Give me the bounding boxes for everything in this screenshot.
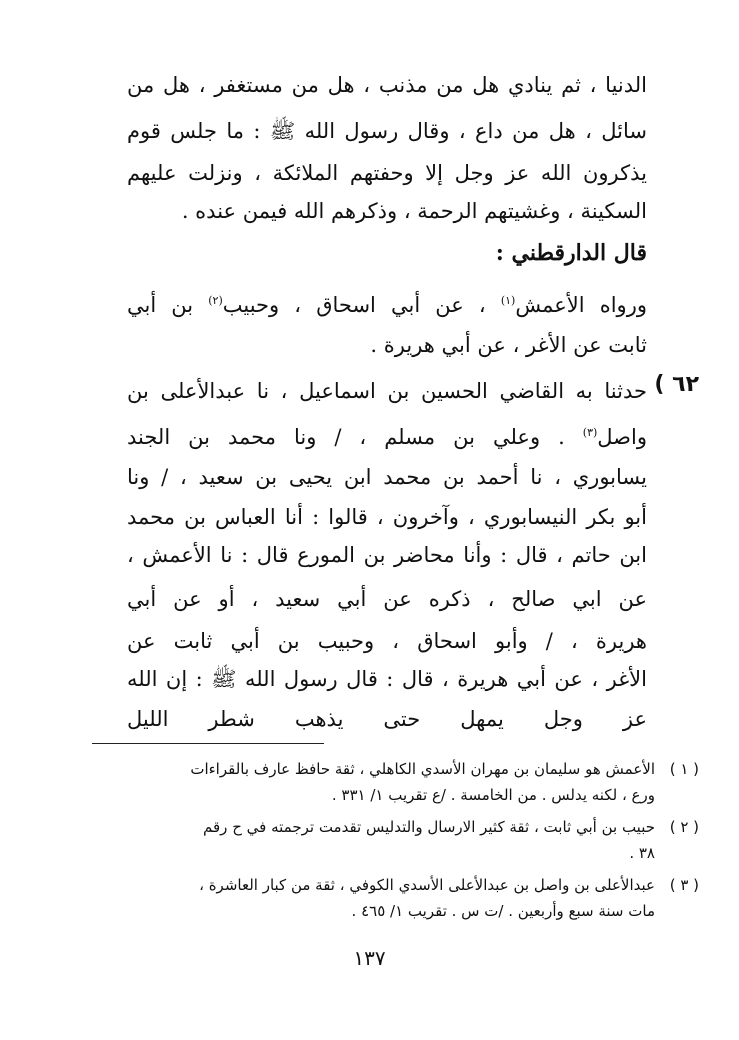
footnote-number: ( ٢ ) [669,818,699,836]
hadith-line: هريرة ، / وأبو اسحاق ، وحبيب بن أبي ثابت عن [127,629,647,653]
riwaya-text: ، عن أبي اسحاق ، وحبيب [222,293,501,317]
footnote-line [99,898,699,924]
footnote-text: الأعمش هو سليمان بن مهران الأسدي الكاهلي ، ثقة حافظ عارف بالقراءات [190,760,655,778]
footnote-number: ( ١ ) [669,760,699,778]
hadith-line: أبو بكر النيسابوري ، وآخرون ، قالوا : أنا العباس بن محمد [127,505,647,529]
riwaya-line: ثابت عن الأغر ، عن أبي هريرة . [370,333,647,357]
footnote-line [99,756,699,782]
riwaya-text: بن أبي [127,293,209,317]
footnote-text: حبيب بن أبي ثابت ، ثقة كثير الارسال والتدليس تقدمت ترجمته في ح رقم [203,818,655,836]
hadith-text: واصل [597,425,647,449]
footnote-ref-3: (٣) [582,426,598,439]
text-line: الدنيا ، ثم ينادي هل من مذنب ، هل من مستغفر ، هل من [127,73,647,97]
hadith-line: الأغر ، عن أبي هريرة ، قال : قال رسول الله ﷺ : إن الله [127,667,647,691]
hadith-number: ٦٢ ) [654,372,699,397]
footnote-text: عبدالأعلى بن واصل بن عبدالأعلى الأسدي الكوفي ، ثقة من كبار العاشرة ، [199,876,655,894]
footnote-line [99,872,699,898]
riwaya-line [127,286,647,320]
footnote-text: ورع ، لكنه يدلس . من الخامسة . /ع تقريب ١/ ٣٣١ . [331,786,655,804]
text-line: سائل ، هل من داع ، وقال رسول الله ﷺ : ما جلس قوم [127,119,647,143]
hadith-line: يسابوري ، نا أحمد بن محمد ابن يحيى بن سعيد ، / ونا [127,465,647,489]
hadith-line: عن ابي صالح ، ذكره عن أبي سعيد ، أو عن أبي [127,587,647,611]
hadith-text: . وعلي بن مسلم ، / ونا محمد بن الجند [127,425,583,449]
footnote-line [99,840,699,866]
riwaya-text: ورواه الأعمش [515,293,647,317]
text-line: السكينة ، وغشيتهم الرحمة ، وذكرهم الله فيمن عنده . [181,199,647,223]
footnote-number: ( ٣ ) [669,876,699,894]
footnote-3 [99,872,699,924]
footnote-line [99,814,699,840]
footnote-2 [99,814,699,866]
hadith-line [127,418,647,452]
text-line: يذكرون الله عز وجل إلا وحفتهم الملائكة ، ونزلت عليهم [127,161,647,185]
footnote-1 [99,756,699,808]
page-number: ١٣٧ [353,946,386,970]
hadith-line: حدثنا به القاضي الحسين بن اسماعيل ، نا عبدالأعلى بن [127,379,647,403]
footnote-text: ٣٨ . [629,844,655,862]
footnote-divider [92,743,324,744]
hadith-line: ابن حاتم ، قال : وأنا محاضر بن المورع قال : نا الأعمش ، [127,543,647,567]
footnote-line [99,782,699,808]
main-text [127,0,647,740]
hadith-line: عز وجل يمهل حتى يذهب شطر الليل [127,707,647,731]
footnote-text: مات سنة سبع وأربعين . /ت س . تقريب ١/ ٤٦٥ . [351,902,655,920]
footnote-ref-2: (٢) [208,294,223,307]
daraqutni-heading: قال الدارقطني : [495,240,647,266]
footnote-ref-1: (١) [500,294,516,307]
